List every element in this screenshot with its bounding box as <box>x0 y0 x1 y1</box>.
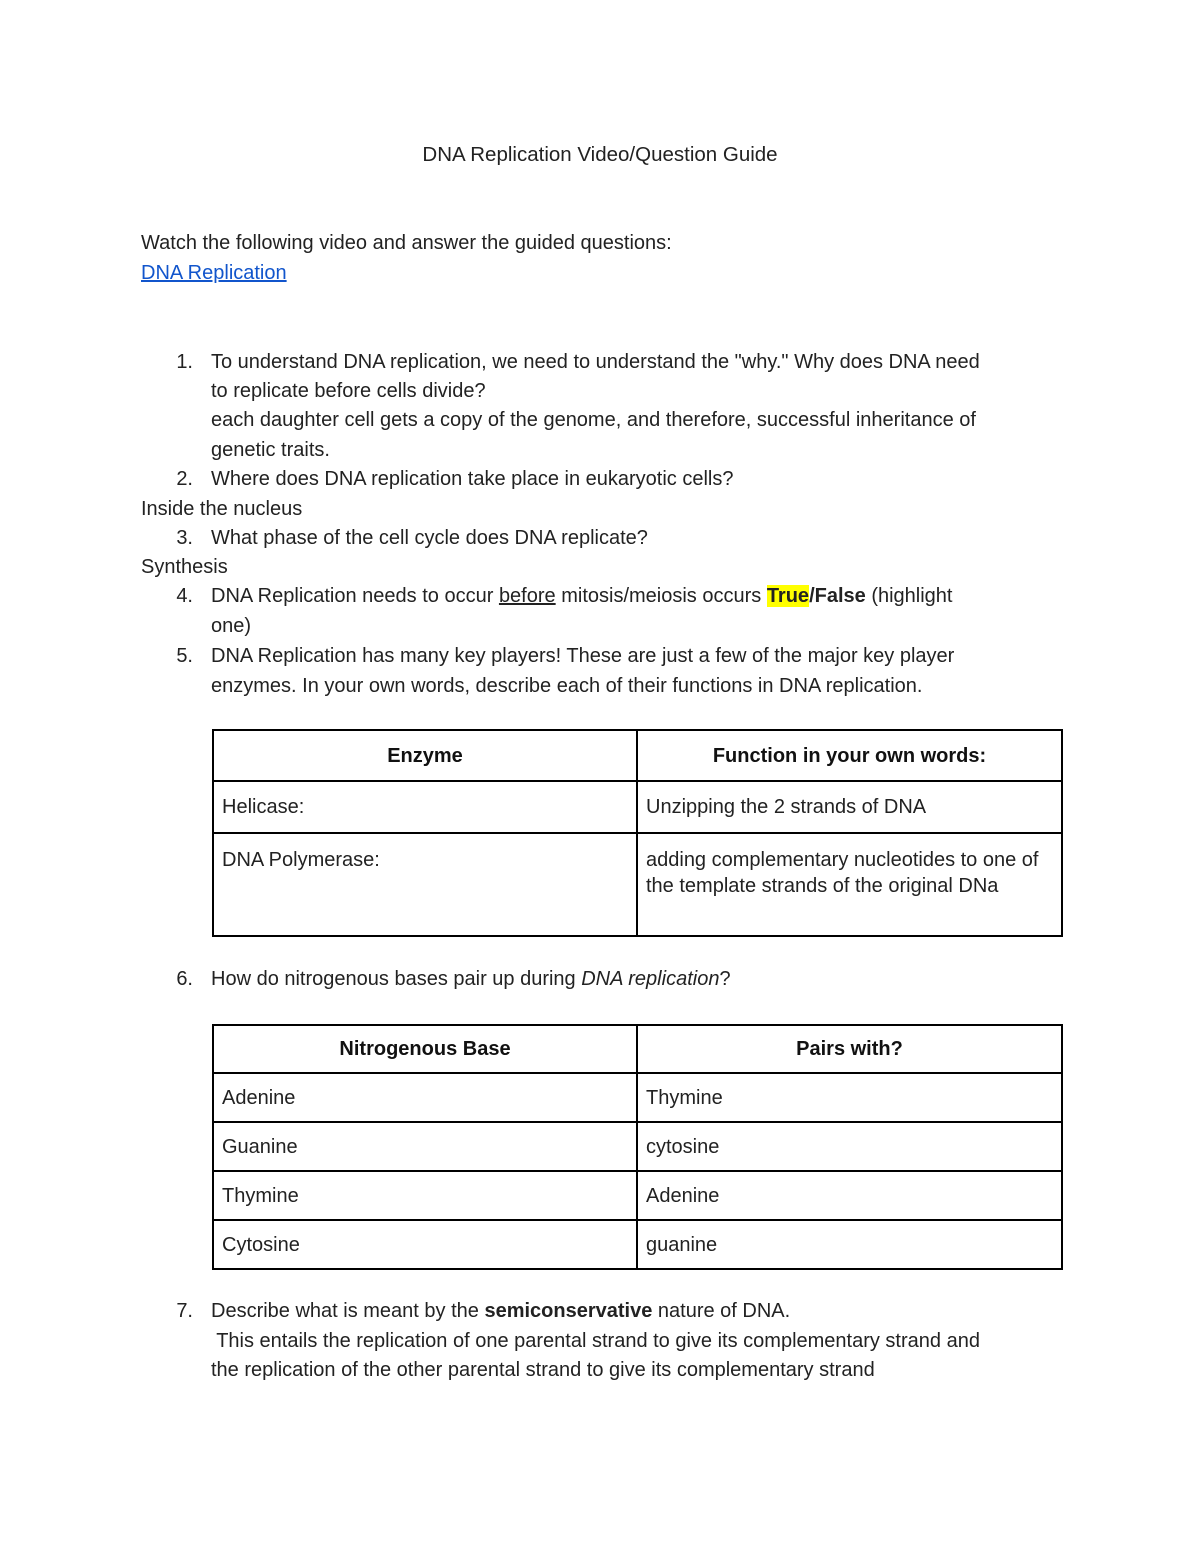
question-text-part: DNA Replication needs to occur <box>211 585 499 607</box>
question-text-part: How do nitrogenous bases pair up during <box>211 968 582 990</box>
table-cell: DNA Polymerase: <box>213 833 637 936</box>
table-cell: Adenine <box>637 1171 1062 1220</box>
question-text-part: (highlight <box>865 585 953 607</box>
answer-text: Synthesis <box>141 556 228 578</box>
page-title: DNA Replication Video/Question Guide <box>422 143 778 166</box>
enzyme-table <box>212 729 1063 937</box>
table-row <box>213 1073 1062 1122</box>
answer-text: genetic traits. <box>211 439 330 461</box>
question-text <box>211 969 731 989</box>
question-text: one) <box>211 615 252 637</box>
question-text: to replicate before cells divide? <box>211 380 486 402</box>
question-text-part: nature of DNA. <box>652 1300 791 1322</box>
answer-text: This entails the replication of one parental strand to give its complementary strand and <box>211 1330 980 1352</box>
question-text-part: Describe what is meant by the <box>211 1300 485 1322</box>
question-number: 2. <box>176 468 193 490</box>
question-number: 1. <box>176 351 193 373</box>
table-header: Pairs with? <box>637 1025 1062 1073</box>
question-text: enzymes. In your own words, describe each of their functions in DNA replication. <box>211 675 923 697</box>
table-cell: guanine <box>637 1220 1062 1269</box>
table-cell: Unzipping the 2 strands of DNA <box>637 781 1062 833</box>
table-header: Nitrogenous Base <box>213 1025 637 1073</box>
intro-text: Watch the following video and answer the guided questions: <box>141 232 672 254</box>
table-cell: Thymine <box>637 1073 1062 1122</box>
table-cell: Adenine <box>213 1073 637 1122</box>
table-cell: Helicase: <box>213 781 637 833</box>
question-text: What phase of the cell cycle does DNA replicate? <box>211 527 648 549</box>
question-text-part: mitosis/meiosis occurs <box>555 585 767 607</box>
base-pair-table <box>212 1024 1063 1270</box>
italic-term: DNA replication <box>581 968 720 990</box>
table-header: Function in your own words: <box>637 730 1062 781</box>
highlighted-answer: True <box>766 585 810 607</box>
table-cell: cytosine <box>637 1122 1062 1171</box>
question-number: 6. <box>176 968 193 990</box>
table-row <box>213 781 1062 833</box>
underlined-word: before <box>498 585 556 607</box>
question-text: Where does DNA replication take place in eukaryotic cells? <box>211 468 734 490</box>
bold-term: semiconservative <box>484 1300 653 1322</box>
table-header-row <box>213 1025 1062 1073</box>
table-row <box>213 1171 1062 1220</box>
question-text: To understand DNA replication, we need to understand the "why." Why does DNA need <box>211 351 980 373</box>
table-row <box>213 1220 1062 1269</box>
question-text <box>211 1301 790 1321</box>
table-cell: Guanine <box>213 1122 637 1171</box>
question-text-part: ? <box>719 968 731 990</box>
table-row <box>213 833 1062 936</box>
table-row <box>213 1122 1062 1171</box>
answer-text: each daughter cell gets a copy of the genome, and therefore, successful inheritance of <box>211 409 976 431</box>
table-header: Enzyme <box>213 730 637 781</box>
question-number: 3. <box>176 527 193 549</box>
question-text <box>211 586 952 606</box>
question-number: 5. <box>176 645 193 667</box>
table-cell: Thymine <box>213 1171 637 1220</box>
answer-text: the replication of the other parental strand to give its complementary strand <box>211 1359 875 1381</box>
table-header-row <box>213 730 1062 781</box>
video-link[interactable]: DNA Replication <box>141 262 287 284</box>
question-text: DNA Replication has many key players! These are just a few of the major key player <box>211 645 955 667</box>
question-number: 7. <box>176 1300 193 1322</box>
table-cell: Cytosine <box>213 1220 637 1269</box>
table-cell: adding complementary nucleotides to one of the template strands of the original DNa <box>637 833 1062 936</box>
answer-text: Inside the nucleus <box>141 498 303 520</box>
question-number: 4. <box>176 585 193 607</box>
false-option: /False <box>809 585 866 607</box>
